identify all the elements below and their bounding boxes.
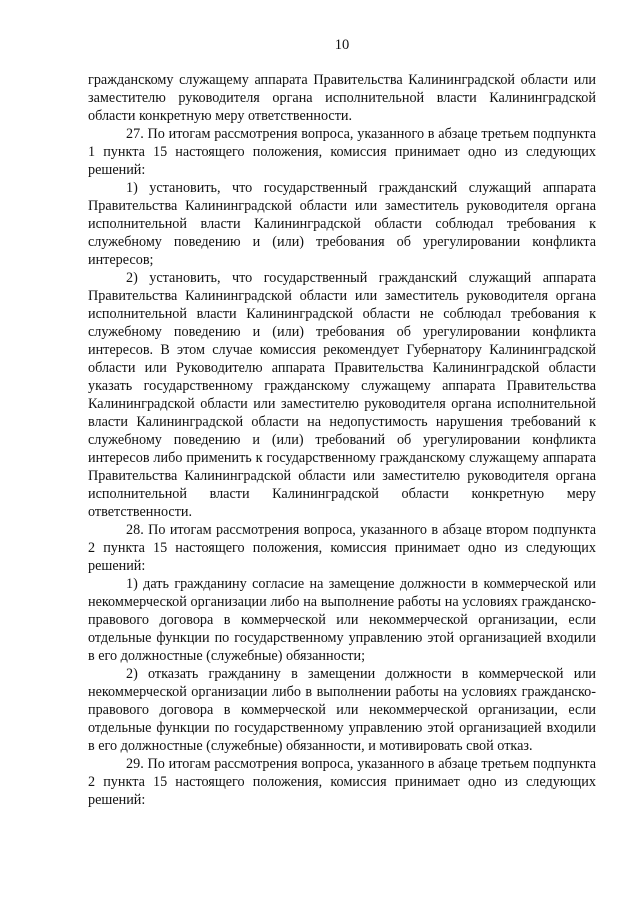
- paragraph-28-subitem-1: 1) дать гражданину согласие на замещение должности в коммерческой или некоммерческой организации либо на выполнение работы на условиях гражданско-правового договора в коммерческой или некоммерческой организации, если отдельные функции по государственному управлению этой организацией входили в его должностные (служебные) обязанности;: [88, 576, 596, 664]
- paragraph-continuation: гражданскому служащему аппарата Правительства Калининградской области или заместителю руководителя органа исполнительной власти Калининградской области конкретную меру ответственности.: [88, 72, 596, 124]
- document-body: [88, 71, 596, 809]
- paragraph-27-subitem-2: 2) установить, что государственный гражданский служащий аппарата Правительства Калининградской области или заместитель руководителя органа исполнительной власти Калининградской области не соблюдал требования к служебному поведению и (или) требования об урегулировании конфликта интересов. В этом случае комиссия рекомендует Губернатору Калининградской области или Руководителю аппарата Правительства Калининградской области указать государственному гражданскому служащему аппарата Правительства Калининградской области или заместителю руководителя органа исполнительной власти Калининградской области на недопустимость нарушения требований к служебному поведению и (или) требований об урегулировании конфликта интересов либо применить к государственному гражданскому служащему аппарата Правительства Калининградской области или заместителю руководителя органа исполнительной власти Калининградской области конкретную меру ответственности.: [88, 270, 596, 520]
- paragraph-item-28: 28. По итогам рассмотрения вопроса, указанного в абзаце втором подпункта 2 пункта 15 настоящего положения, комиссия принимает одно из следующих решений:: [88, 522, 596, 574]
- paragraph-27-subitem-1: 1) установить, что государственный гражданский служащий аппарата Правительства Калининградской области или заместитель руководителя органа исполнительной власти Калининградской области соблюдал требования к служебному поведению и (или) требования об урегулировании конфликта интересов;: [88, 180, 596, 268]
- paragraph-item-27: 27. По итогам рассмотрения вопроса, указанного в абзаце третьем подпункта 1 пункта 15 настоящего положения, комиссия принимает одно из следующих решений:: [88, 126, 596, 178]
- document-page: [88, 36, 596, 809]
- paragraph-item-29: 29. По итогам рассмотрения вопроса, указанного в абзаце третьем подпункта 2 пункта 15 настоящего положения, комиссия принимает одно из следующих решений:: [88, 756, 596, 808]
- page-number: 10: [334, 37, 350, 53]
- paragraph-28-subitem-2: 2) отказать гражданину в замещении должности в коммерческой или некоммерческой организации либо в выполнении работы на условиях гражданско-правового договора в коммерческой или некоммерческой организации, если отдельные функции по государственному управлению этой организацией входили в его должностные (служебные) обязанности, и мотивировать свой отказ.: [88, 666, 596, 754]
